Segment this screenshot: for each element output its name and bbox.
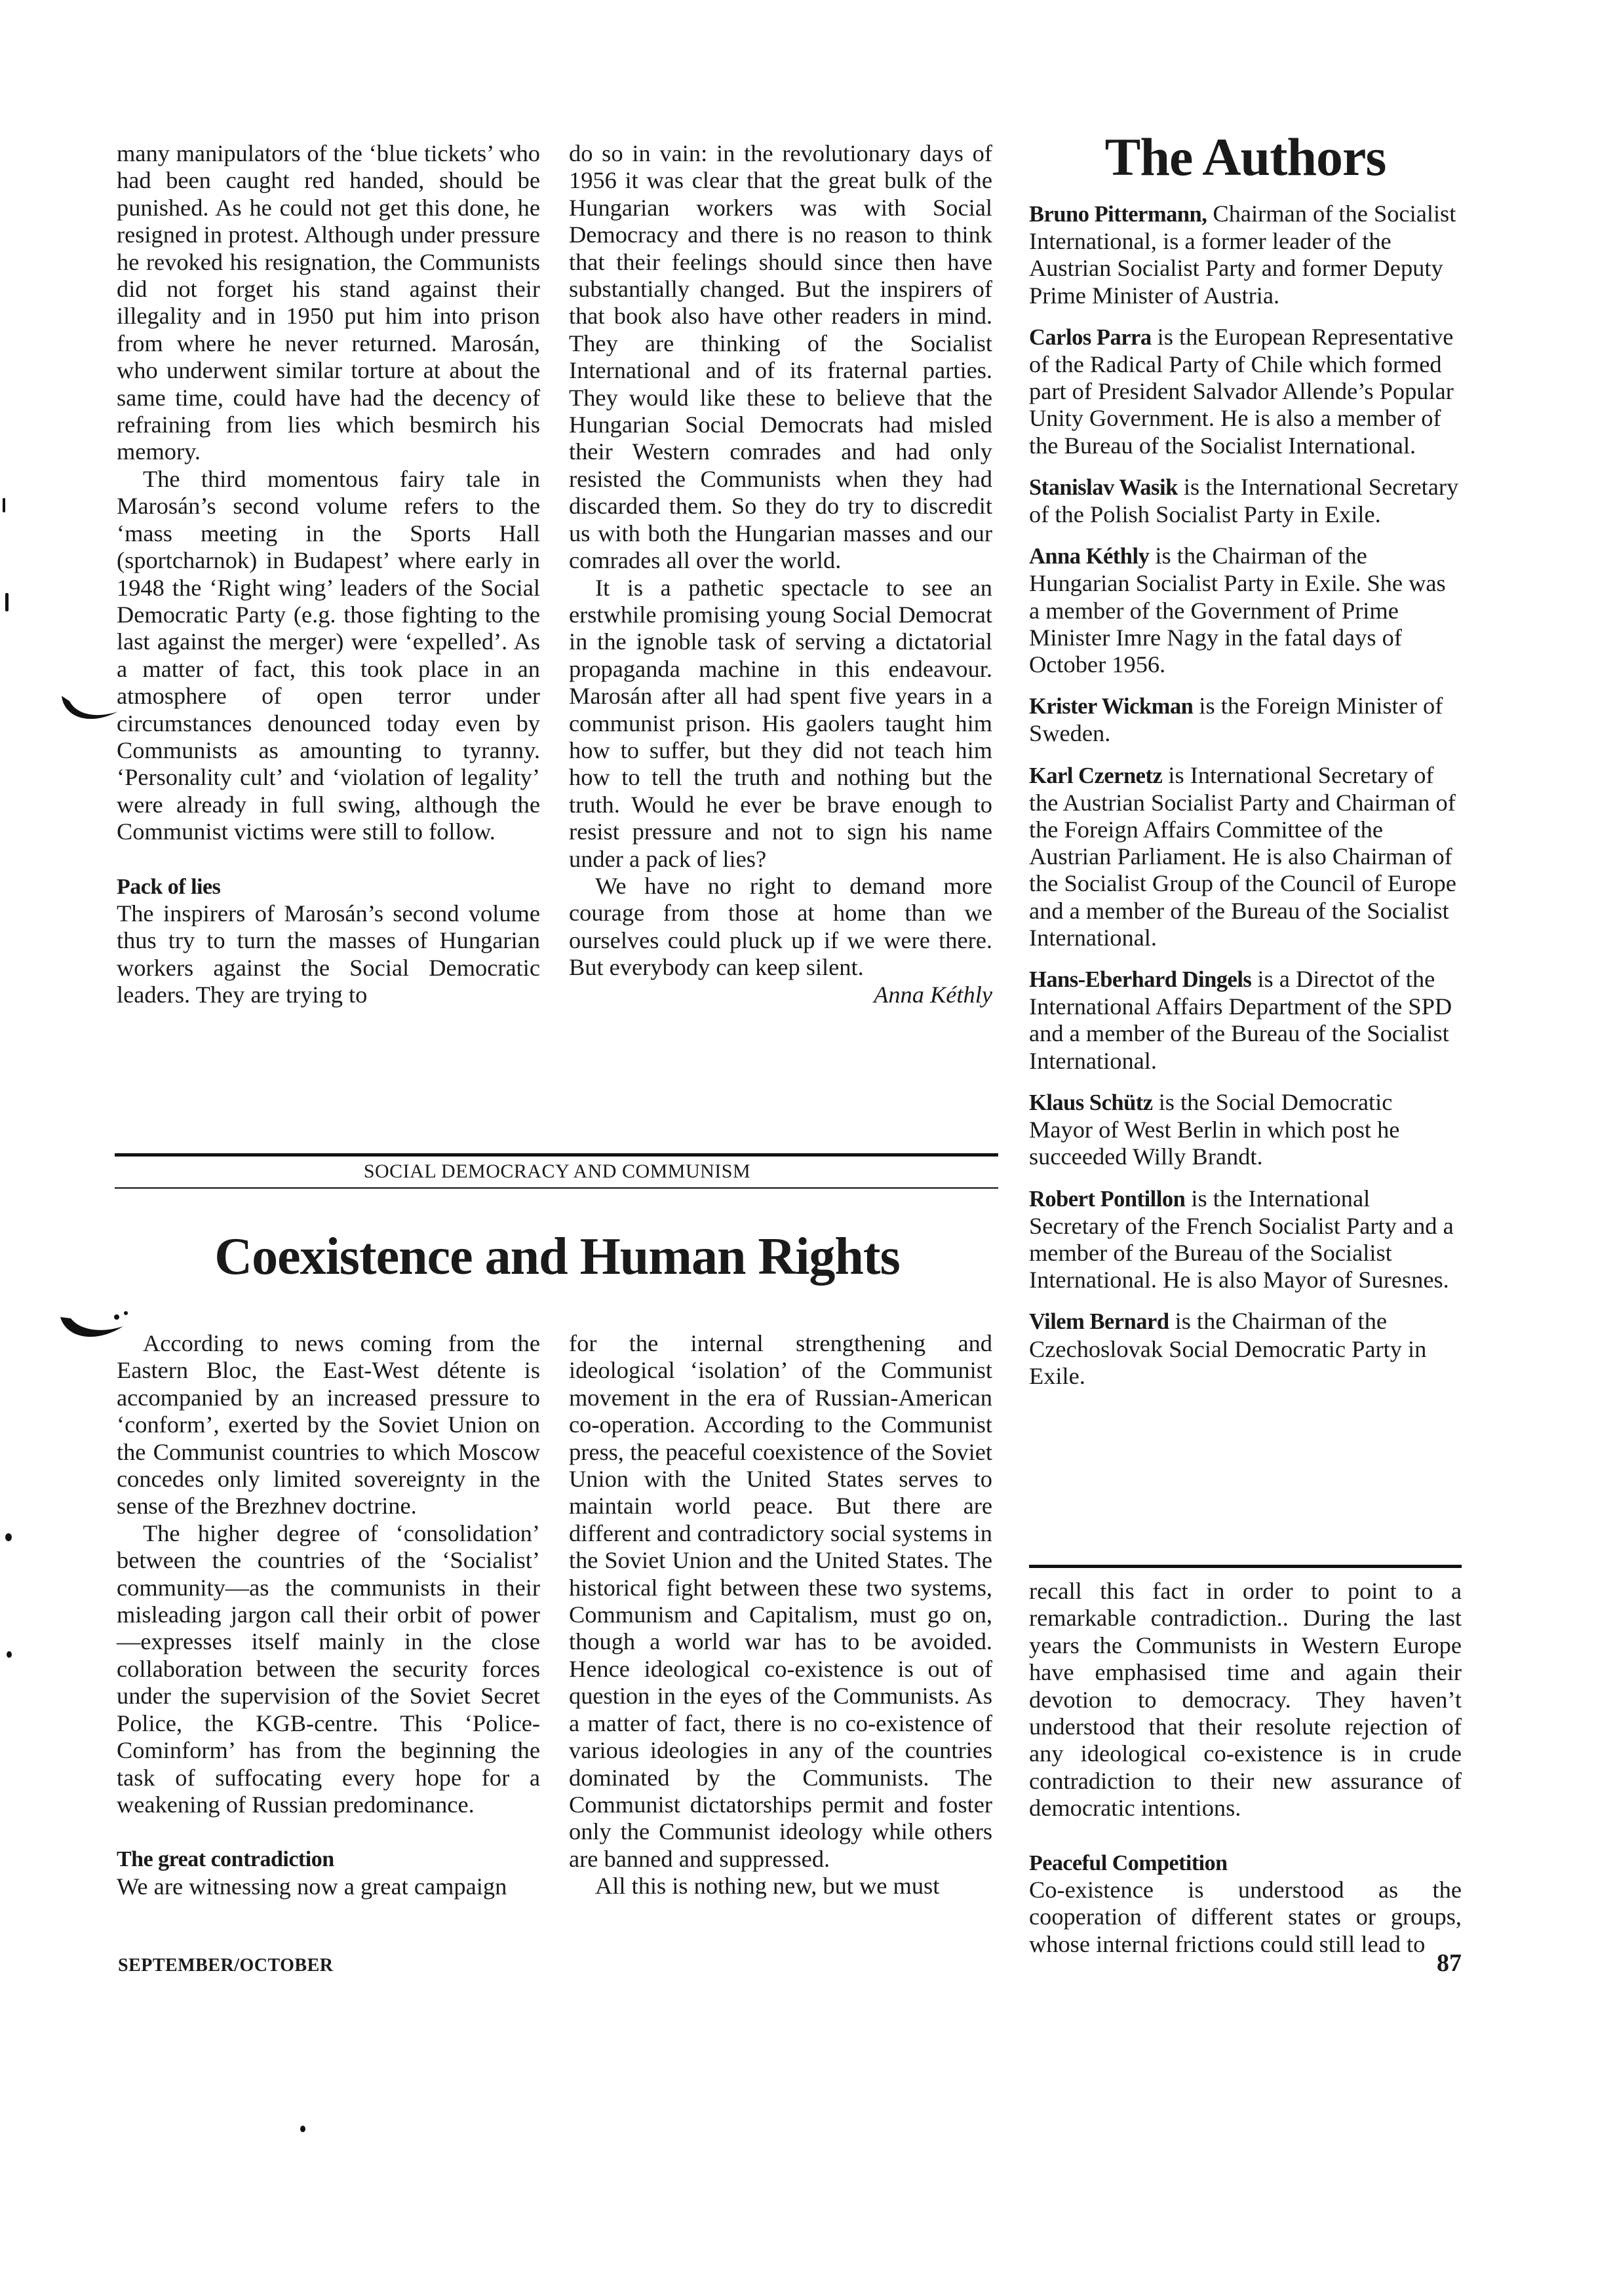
author-bio: is the Chairman of the Hungarian Socialist Party in Exile. She was a member of the Government of Prime Minister Imre Nagy in the fatal days of October 1956. — [1029, 543, 1446, 678]
section-rule-bottom — [115, 1187, 998, 1189]
paragraph: The inspirers of Marosán’s second volume thus try to turn the masses of Hungarian workers against the Social Democratic leaders. They are trying to — [117, 900, 540, 1008]
subheading-peaceful-competition: Peaceful Competition — [1029, 1850, 1228, 1875]
author-name: Anna Kéthly — [1029, 544, 1150, 569]
author-bio: is the International Secretary of the French Socialist Party and a member of the Bureau of the Socialist International. He is also Mayor of Suresnes. — [1029, 1185, 1454, 1293]
author-name: Robert Pontillon — [1029, 1186, 1186, 1212]
author-name: Hans-Eberhard Dingels — [1029, 967, 1252, 993]
author-bio: is a Directot of the International Affairs Department of the SPD and a member of the Bureau of the Socialist International. — [1029, 966, 1452, 1074]
author-bio: is the Chairman of the Czechoslovak Social Democratic Party in Exile. — [1029, 1308, 1427, 1389]
paragraph: recall this fact in order to point to a remarkable contradiction.. During the last years the Communists in Western Europe have emphasised time and again their devotion to democracy. They haven’t understood that their resolute rejection of any ideological co-existence is in crude contradiction to their new assurance of democratic intentions. — [1029, 1578, 1462, 1822]
paragraph: All this is nothing new, but we must — [595, 1873, 940, 1900]
paragraph: According to news coming from the Eastern Bloc, the East-West détente is accompanied by an increased pressure to ‘conform’, exerted by the Soviet Union on the Communist countries to which Moscow concedes only limited sovereignty in the sense of the Brezhnev doctrine. — [117, 1330, 540, 1520]
article-column-2 — [569, 1330, 992, 1900]
author-name: Carlos Parra — [1029, 324, 1152, 350]
authors-title: The Authors — [1104, 127, 1386, 187]
paragraph: do so in vain: in the revolutionary days of 1956 it was clear that the great bulk of the Hungarian workers was with Social Democracy and there is no reason to think that their feelings should since then have substantially changed. But the inspirers of that book also have other readers in mind. They are thinking of the Socialist International and of its fraternal parties. They would like these to believe that the Hungarian Social Democrats had misled their Western comrades and had only resisted the Communists when they had discarded them. So they do try to discredit us with both the Hungarian masses and our comrades all over the world. — [569, 140, 992, 574]
author-entry — [1029, 201, 1462, 309]
author-bio: is International Secretary of the Austrian Socialist Party and Chairman of the Foreign Affairs Committee of the Austrian Parliament. He is also Chairman of the Socialist Group of the Council of Europe and a member of the Bureau of the Socialist International. — [1029, 761, 1456, 951]
author-entry — [1029, 1308, 1462, 1390]
author-bio: is the Social Democratic Mayor of West Berlin in which post he succeeded Willy Brandt. — [1029, 1088, 1400, 1170]
paragraph: The third momentous fairy tale in Marosán’s second volume refers to the ‘mass meeting in the Sports Hall (sportcharnok) in Budapest’ where early in 1948 the ‘Right wing’ leaders of the Social Democratic Party (e.g. those fighting to the last against the merger) were ‘expelled’. As a matter of fact, this took place in an atmosphere of open terror under circumstances denounced today even by Communists as amounting to tyranny. ‘Personality cult’ and ‘violation of legality’ were already in full swing, although the Communist victims were still to follow. — [117, 465, 540, 845]
authors-list — [1029, 201, 1462, 1404]
section-rule-top — [115, 1153, 998, 1157]
author-name: Bruno Pittermann, — [1029, 202, 1207, 227]
section-label: SOCIAL DEMOCRACY AND COMMUNISM — [363, 1160, 751, 1182]
paragraph: Co-existence is understood as the cooperation of different states or groups, whose internal frictions could still lead to — [1029, 1877, 1462, 1957]
scan-tick-icon — [5, 593, 9, 611]
author-name: Karl Czernetz — [1029, 763, 1163, 788]
author-entry — [1029, 693, 1462, 747]
article-column-3 — [1029, 1578, 1462, 1958]
issue-date: SEPTEMBER/OCTOBER — [118, 1955, 334, 1976]
subheading-pack-of-lies: Pack of lies — [117, 874, 221, 899]
scan-dot-icon — [300, 2126, 305, 2132]
author-entry — [1029, 543, 1462, 678]
scan-mark-icon — [58, 692, 123, 731]
paragraph: We have no right to demand more courage from those at home than we ourselves could pluck up if we were there. But everybody can keep silent. — [569, 872, 992, 981]
author-bio: is the European Representative of the Radical Party of Chile which formed part of President Salvador Allende’s Popular Unity Government. He is also a member of the Bureau of the Socialist International. — [1029, 323, 1454, 459]
author-name: Vilem Bernard — [1029, 1309, 1169, 1335]
paragraph: The higher degree of ‘consolidation’ between the countries of the ‘Socialist’ community—as the communists in their misleading jargon call their orbit of power—expresses itself mainly in the close collaboration between the security forces under the supervision of the Soviet Secret Police, the KGB-centre. This ‘Police-Cominform’ has from the beginning the task of suffocating every hope for a weakening of Russian predominance. — [117, 1520, 540, 1818]
author-entry — [1029, 474, 1462, 528]
scan-dot-icon — [5, 1533, 12, 1541]
author-entry — [1029, 1185, 1462, 1294]
top-column-1 — [117, 140, 540, 1009]
top-column-2 — [569, 140, 992, 1008]
author-bio: Chairman of the Socialist International, is a former leader of the Austrian Socialist Party and former Deputy Prime Minister of Austria. — [1029, 201, 1456, 309]
author-name: Klaus Schütz — [1029, 1090, 1153, 1115]
author-entry — [1029, 966, 1462, 1075]
scan-mark-icon — [58, 1311, 130, 1350]
scan-tick-icon — [3, 498, 5, 512]
author-bio: is the Foreign Minister of Sweden. — [1029, 693, 1443, 747]
article-title: Coexistence and Human Rights — [214, 1228, 900, 1286]
article-column-1 — [117, 1330, 540, 1900]
author-entry — [1029, 762, 1462, 951]
author-entry — [1029, 324, 1462, 459]
sidebar-rule — [1029, 1565, 1462, 1568]
author-bio: is the International Secretary of the Polish Socialist Party in Exile. — [1029, 473, 1459, 528]
paragraph: We are witnessing now a great campaign — [117, 1873, 507, 1900]
author-name: Krister Wickman — [1029, 694, 1194, 719]
author-name: Stanislav Wasik — [1029, 474, 1178, 500]
subheading-great-contradiction: The great contradiction — [117, 1847, 334, 1872]
paragraph: It is a pathetic spectacle to see an erstwhile promising young Social Democrat in the ignoble task of serving a dictatorial propaganda machine in this endeavour. Marosán after all had spent five years in a communist prison. His gaolers taught him how to suffer, but they did not teach him how to tell the truth and nothing but the truth. Would he ever be brave enough to resist pressure and not to sign his name under a pack of lies? — [569, 574, 992, 872]
paragraph: for the internal strengthening and ideological ‘isolation’ of the Communist movement in the era of Russian-American co-operation. According to the Communist press, the peaceful coexistence of the Soviet Union with the United States serves to maintain world peace. But there are different and contradictory social systems in the Soviet Union and the United States. The historical fight between these two systems, Communism and Capitalism, must go on, though a world war has to be avoided. Hence ideological co-existence is out of question in the eyes of the Communists. As a matter of fact, there is no co-existence of various ideologies in any of the countries dominated by the Communists. The Communist dictatorships permit and foster only the Communist ideology while others are banned and suppressed. — [569, 1330, 992, 1872]
author-entry — [1029, 1089, 1462, 1171]
author-signature: Anna Kéthly — [874, 981, 992, 1008]
paragraph: many manipulators of the ‘blue tickets’ who had been caught red handed, should be punished. As he could not get this done, he resigned in protest. Although under pressure he revoked his resignation, the Communists did not forget his stand against their illegality and in 1950 put him into prison from where he never returned. Marosán, who underwent similar torture at about the same time, could have had the decency of refraining from lies which besmirch his memory. — [117, 140, 540, 465]
scan-dot-icon — [7, 1651, 12, 1658]
page-number: 87 — [1437, 1949, 1462, 1977]
